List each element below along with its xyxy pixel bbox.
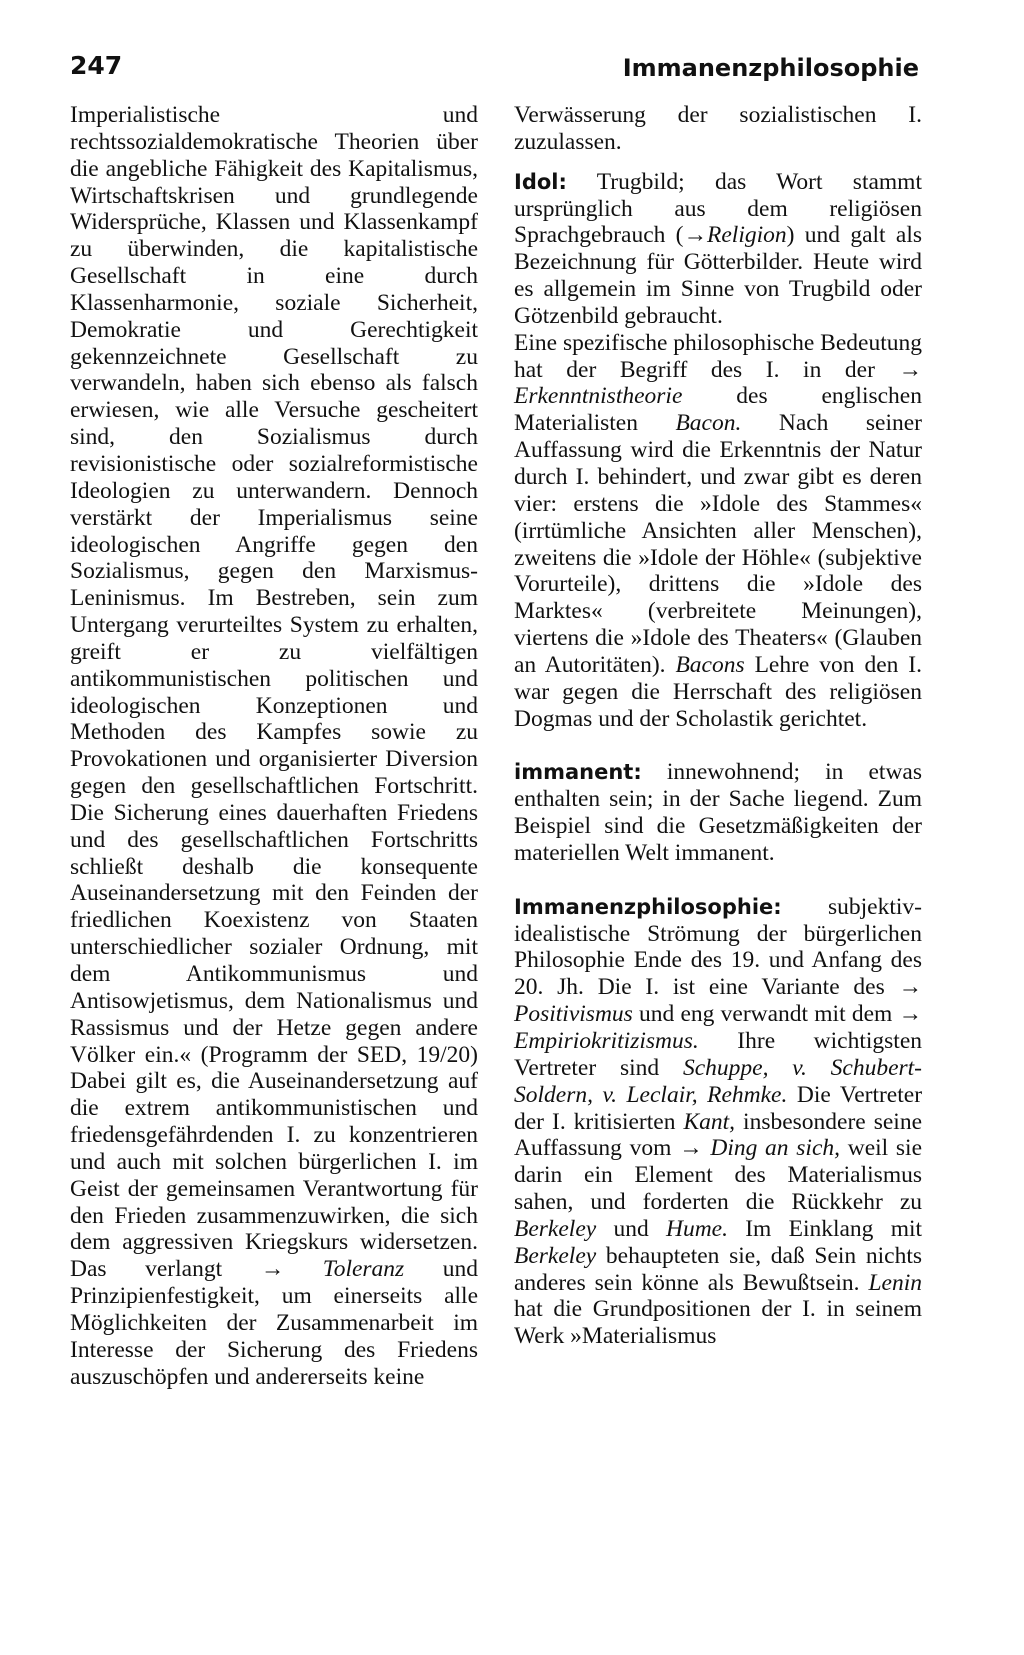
imm-text-8: Im Einklang mit: [745, 1215, 923, 1242]
imm-text-3: Ihre wichtigsten Vertreter sind: [514, 1028, 922, 1081]
left-body-text: Imperialistische und rechtssozialdemokratische Theorien über die angebliche Fähigkeit des Kapitalismus, Wirtschaftskrisen und grundlegende Widersprüche, Klassen und Klassenkampf zu überwinden, die kapitalistische Gesellschaft in eine durch Klassenharmonie, soziale Sicherheit, Demokratie und Gerechtigkeit gekennzeichnete Gesellschaft zu verwandeln, haben sich ebenso als falsch erwiesen, wie alle Versuche gescheitert sind, den Sozialismus durch revisionistische oder sozialreformistische Ideologien zu unterwandern. Dennoch verstärkt der Imperialismus seine ideologischen Angriffe gegen den Sozialismus, gegen den Marxismus-Leninismus. Im Bestreben, sein zum Untergang verurteiltes System zu erhalten, greift er zu vielfältigen antikommunistischen politischen und ideologischen Konzeptionen und Methoden des Kampfes sowie zu Provokationen und organisierter Diversion gegen den gesellschaftlichen Fortschritt. Die Sicherung eines dauerhaften Friedens und des gesellschaftlichen Fortschritts schließt deshalb die konsequente Auseinandersetzung mit den Feinden der friedlichen Koexistenz von Staaten unterschiedlicher sozialer Ordnung, mit dem Antikommunismus und Antisowjetismus, dem Nationalismus und Rassismus und der Hetze gegen andere Völker ein.« (Programm der SED, 19/20) Dabei gilt es, die Auseinandersetzung auf die extrem antikommunistischen und friedensgefährdenden I. zu konzentrieren und auch mit solchen bürgerlichen I. im Geist der gemeinsamen Verantwortung für den Frieden zusammenzuwirken, die sich dem aggressiven Kriegskurs widersetzen. Das verlangt: [70, 102, 478, 1283]
name-berkeley-2: Berkeley: [514, 1242, 597, 1269]
imm-text-1: subjektiv-idealistische Strömung der bürgerlichen Philosophie Ende des 19. und Anfang des 20. Jh. Die I. ist eine Variante des →: [514, 893, 922, 1001]
imm-text-7: und: [613, 1215, 649, 1242]
arrow-glyph: →: [260, 1256, 285, 1283]
name-lenin: Lenin: [868, 1269, 922, 1296]
name-hume: Hume.: [665, 1215, 728, 1242]
name-bacon: Bacon.: [675, 410, 742, 437]
cross-reference-empiriokritizismus: Empiriokritizismus.: [514, 1028, 699, 1054]
name-berkeley: Berkeley: [514, 1215, 597, 1242]
idol-text-2: ) und galt als Bezeichnung für Götterbilder. Heute wird es allgemein im Sinne von Trugbild oder Götzenbild gebraucht.: [514, 222, 922, 329]
left-column: [70, 102, 478, 1391]
entry-immanent: [514, 759, 922, 866]
page-number: 247: [70, 51, 123, 80]
cross-reference-erkenntnistheorie: Erkenntnistheorie: [514, 383, 683, 410]
name-kant: Kant,: [683, 1108, 736, 1135]
lemma-idol: Idol:: [514, 169, 567, 194]
left-column-paragraph: [70, 102, 478, 1391]
name-bacons: Bacons: [675, 651, 745, 678]
imm-text-4: Die Vertreter der I. kritisierten: [514, 1081, 923, 1135]
continuation-text: Verwässerung der sozialistischen I. zuzulassen.: [514, 102, 922, 155]
imm-text-6: weil sie darin ein Element des Materialismus sahen, und forderten die Rückkehr zu: [514, 1135, 922, 1216]
immanent-text: innewohnend; in etwas enthalten sein; in der Sache liegend. Zum Beispiel sind die Gesetzmäßigkeiten der materiellen Welt immanent.: [514, 759, 922, 866]
idol-p2-text-1: Eine spezifische philosophische Bedeutung hat der Begriff des I. in der →: [514, 329, 922, 383]
entry-idol: [514, 169, 922, 330]
cross-reference-religion: Religion: [707, 222, 787, 249]
imm-text-5: insbesondere seine Auffassung vom →: [514, 1108, 922, 1162]
running-head: Immanenzphilosophie: [622, 54, 919, 82]
entry-immanenzphilosophie: [514, 894, 922, 1350]
right-column: [514, 102, 922, 1350]
cross-reference-toleranz: Toleranz: [322, 1256, 405, 1283]
cross-reference-ding-an-sich: Ding an sich,: [710, 1135, 840, 1162]
lemma-immanenzphilosophie: Immanenzphilosophie:: [514, 894, 782, 919]
idol-text-1: Trugbild; das Wort stammt ursprünglich aus dem religiösen Sprachgebrauch (→: [514, 168, 922, 249]
idol-p2-text-2: des englischen Materialisten: [514, 383, 922, 437]
entry-idol-paragraph-2: [514, 330, 922, 733]
imm-text-10: hat die Grundpositionen der I. in seinem Werk »Materialismus: [514, 1296, 922, 1350]
names-representatives: Schuppe, v. Schubert-Soldern, v. Leclair, Rehmke.: [514, 1054, 922, 1108]
lemma-immanent: immanent:: [514, 760, 642, 785]
imm-text-2: und eng verwandt mit dem →: [639, 1001, 922, 1028]
left-tail-text: und Prinzipienfestigkeit, um einerseits alle Möglichkeiten der Zusammenarbeit im Interesse der Sicherung des Friedens auszuschöpfen und andererseits keine: [70, 1256, 479, 1390]
idol-p2-text-4: Lehre von den I. war gegen die Herrschaft des religiösen Dogmas und der Scholastik gerichtet.: [514, 651, 922, 732]
imm-text-9: behaupteten sie, daß Sein nichts anderes sein könne als Bewußtsein.: [514, 1242, 923, 1296]
idol-p2-text-3: Nach seiner Auffassung wird die Erkenntnis der Natur durch I. behindert, und zwar gibt es deren vier: erstens die »Idole des Stammes« (irrtümliche Ansichten aller Menschen), zweitens die »Idole der Höhle« (subjektive Vorurteile), drittens die »Idole des Marktes« (verbreitete Meinungen), viertens die »Idole des Theaters« (Glauben an Autoritäten).: [514, 410, 922, 678]
cross-reference-positivismus: Positivismus: [514, 1001, 633, 1028]
